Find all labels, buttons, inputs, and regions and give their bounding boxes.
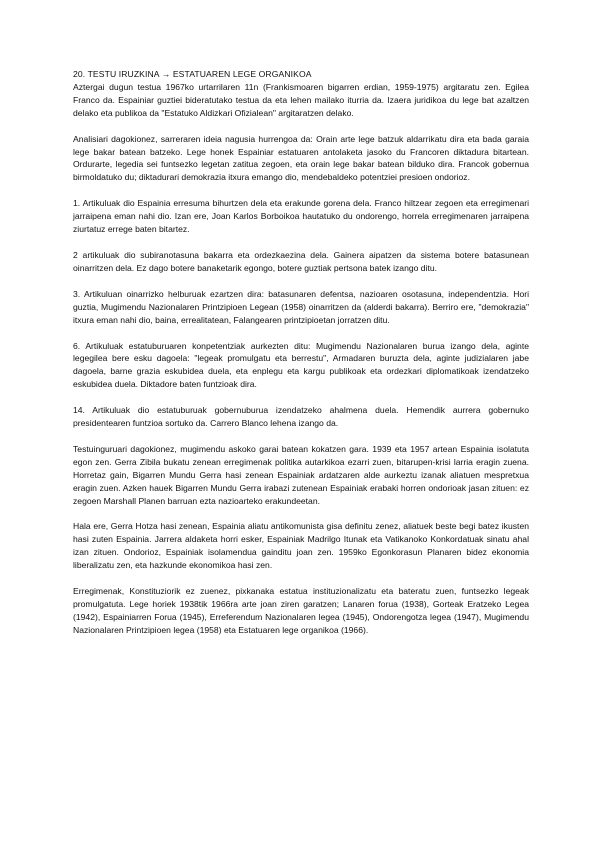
document-title: 20. TESTU IRUZKINA → ESTATUAREN LEGE ORGANIKOA — [73, 69, 312, 79]
paragraph-intro: Aztergai dugun testua 1967ko urtarrilaren 11n (Frankismoaren bigarren erdian, 1959-1975) argitaratu zen. Egilea Franco da. Espainiar guztiei bideratutako testua da eta lehen mailako iturria da. Izaera juridikoa du lege bat azaltzen delako eta publikoa da "Estatuko Aldizkari Ofizialean" argitaratzen delako. — [73, 81, 529, 118]
paragraph-cold-war: Hala ere, Gerra Hotza hasi zenean, Espainia aliatu antikomunista gisa definitu zenez, aliatuek beste begi batez ikusten hasi zuten Espainia. Jarrera aldaketa horri esker, Espainiak Madrilgo Itunak eta Vatikanoko Konkordatuak sinatu ahal izan zituen. Ondorioz, Espainiak isolamendua gainditu joan zen. 1959ko Egonkorasun Planaren bidez ekonomia liberalizatu zen, eta hazkunde ekonomikoa hasi zen. — [73, 521, 529, 571]
paragraph-article-1: 1. Artikuluak dio Espainia erresuma bihurtzen dela eta erakunde gorena dela. Franco hiltzear zegoen eta erregimenari jarraipena eman nahi dio. Izan ere, Joan Karlos Borboikoa hautatuko du ondorengo, horrela erregimenaren jarraipena ziurtatuz errege baten bitartez. — [73, 198, 529, 235]
paragraph-article-6: 6. Artikuluak estatuburuaren konpetentziak aurkezten ditu: Mugimendu Nazionalaren burua izango dela, aginte legegilea bere esku dagoela: "legeak promulgatu eta berrestu", Armadaren buruzta dela, aginte judizialaren jabe dagoela, barne grazia eskubidea duela, eta enplegu eta kargu publikoak eta ordezkari diplomatikoak izendatzeko eskubidea duela. Diktadore baten funtzioak dira. — [73, 340, 529, 390]
paragraph-article-14: 14. Artikuluak dio estatuburuak gobernuburua izendatzeko ahalmena duela. Hemendik aurrera gobernuko presidentearen funtzioa sortuko da. Carrero Blanco lehena izango da. — [73, 405, 529, 429]
paragraph-article-3: 3. Artikuluan oinarrizko helburuak ezartzen dira: batasunaren defentsa, nazioaren osotasuna, independentzia. Hori guztia, Mugimendu Nazionalaren Printzipioen Legean (1958) oinarritzen da (alderdi bakarra). Berriro ere, "demokrazia" itxura eman nahi dio, baina, errealitatean, Falangearen printzipioetan jorratzen ditu. — [73, 288, 529, 325]
paragraph-analysis: Analisiari dagokionez, sarreraren ideia nagusia hurrengoa da: Orain arte lege batzuk aldarrikatu dira eta bada garaia lege bakar batean batzeko. Lege honek Espainiar estatuaren antolaketa jasoko du Francoren diktadura bitartean. Ordurarte, legedia sei funtsezko legetan zatitua zegoen, eta orain lege bakar batean bilduko dira. Francok gobernua birmoldatuko du; diktadurari demokrazia itxura emango dio, mendebaldeko potentziei presioen ondorioz. — [73, 133, 529, 183]
document-page — [73, 68, 529, 650]
paragraph-article-2: 2 artikuluak dio subiranotasuna bakarra eta ordezkaezina dela. Gainera aipatzen da sistema botere batasunean oinarritzen dela. Ez dago botere banaketarik egongo, botere guztiak pertsona batek izango ditu. — [73, 249, 529, 273]
paragraph-context: Testuinguruari dagokionez, mugimendu askoko garai batean kokatzen gara. 1939 eta 1957 artean Espainia isolatuta egon zen. Gerra Zibila bukatu zenean erregimenak politika autarkikoa ezarri zuen, bitarupen-krisi larria eragin zuena. Horretaz gain, Bigarren Mundu Gerra hasi zenean Espainiak ardatzaren alde aurkeztu izanak aliatuen mespretxua eragin zuen. Azken hauek Bigarren Mundu Gerra irabazi zutenean Espainiak erabaki horren ondorioak jasan zituen: ez zegoen Marshall Planen barruan ezta nazioarteko erakundeetan. — [73, 443, 529, 506]
paragraph-institutionalization: Erregimenak, Konstituziorik ez zuenez, pixkanaka estatua instituzionalizatu eta bateratu zuen, funtsezko legeak promulgatuta. Lege horiek 1938tik 1966ra arte joan ziren garatzen; Lanaren forua (1938), Gorteak Eratzeko Legea (1942), Espainiarren Forua (1945), Erreferendum Nazionalaren legea (1945), Ondorengotza legea (1947), Mugimendu Nazionalaren Printzipioen legea (1958) eta Estatuaren lege organikoa (1966). — [73, 586, 529, 635]
